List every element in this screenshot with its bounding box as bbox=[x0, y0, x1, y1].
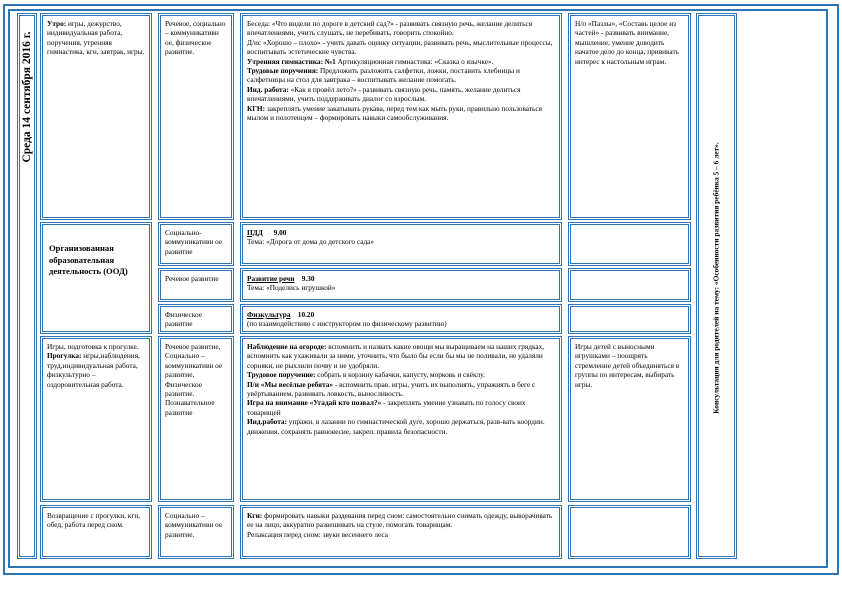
ood-area-3-text: Физическое развитие bbox=[165, 310, 202, 329]
walk-outdoor-game-title: П/и «Мы весёлые ребята» bbox=[247, 379, 334, 389]
walk-title: Прогулка: bbox=[47, 351, 82, 361]
morning-individual-title: Инд. работа: bbox=[247, 84, 289, 94]
morning-conversation-text: Беседа: «Что видели по дороге в детский сад?» - развивать связную речь, желание делиться впечатлениями, учить слушать, не перебивать, говорить спокойно. bbox=[247, 19, 533, 38]
walk-areas-cell bbox=[158, 336, 234, 502]
morning-games-text: Н/п «Пазлы», «Составь целое из частей» - развивать внимание, мышление, умение доводить начатое дело до конца, прививать интерес к настольным играм. bbox=[575, 19, 679, 66]
morning-hygiene-text: закреплять умение закатывать рукава, перед тем как мыть руки, правильно пользоваться мылом и полотенцем – формировать навыки самообслуживания. bbox=[247, 103, 542, 123]
ood-games-2-cell bbox=[568, 268, 691, 302]
return-activities-cell bbox=[40, 505, 152, 559]
walk-games-text: Игры детей с выносными игрушками – поощрять стремление детей объединяться в группы по интересам, выбирать игры. bbox=[575, 342, 680, 389]
ood-games-1-cell bbox=[568, 222, 691, 266]
morning-exercise-text: Артикуляционная гимнастика: «Сказка о язычке». bbox=[335, 56, 494, 66]
ood-area-1-cell bbox=[158, 222, 234, 266]
walk-attention-game-title: Игра на внимание «Угадай кто позвал?» bbox=[247, 398, 382, 408]
morning-games-cell bbox=[568, 13, 691, 220]
date-label: Среда 14 сентября 2016 г. bbox=[21, 31, 33, 163]
morning-hygiene-title: КГН: bbox=[247, 103, 266, 113]
ood-lesson-3-title: Физкультура bbox=[247, 310, 291, 319]
return-hygiene-title: Кгн: bbox=[247, 511, 263, 520]
ood-lesson-1-time: 9.00 bbox=[273, 228, 287, 237]
morning-label-text: игры, дежурство, индивидуальная работа, поручения, утренняя гимнастика, кгн, завтрак, игры. bbox=[47, 19, 145, 57]
ood-label-text: Организованная образовательная деятельность (ООД) bbox=[49, 243, 128, 276]
morning-areas-text: Речевое, социально – коммуникативн ое, физическое развитие. bbox=[165, 19, 226, 57]
ood-lesson-1-cell bbox=[240, 222, 562, 266]
ood-lesson-1-topic: Тема: «Дорога от дома до детского сада» bbox=[247, 237, 375, 247]
ood-lesson-3-cell bbox=[240, 304, 562, 334]
ood-lesson-2-cell bbox=[240, 268, 562, 302]
walk-activities-text: игры,наблюдения, труд,индивидуальная работа, физкультурно – оздоровительная работа. bbox=[47, 351, 140, 389]
morning-chores-text: Предложить разложить салфетки, ложки, поставить хлебницы и салфетницы на стол для завтрака – воспитывать желание помогать. bbox=[247, 66, 520, 85]
ood-lesson-2-title: Развитие речи bbox=[247, 274, 295, 283]
ood-area-1-text: Социально-коммуникативн ое развитие bbox=[165, 228, 223, 256]
morning-areas-cell bbox=[158, 13, 234, 220]
ood-lesson-2-time: 9.30 bbox=[301, 274, 315, 283]
return-games-cell bbox=[568, 505, 691, 559]
morning-individual-text: «Как я провёл лето?» - развивать связную речь, память, желание делиться впечатлениями, учить поддерживать диалог со взрослым. bbox=[247, 84, 521, 104]
walk-individual-text: упражн. в лазании по гимнастической дуге, хорошо держаться, разв-вать координ. движения, сохранять равновесие, закреп. правила безопасности. bbox=[247, 417, 545, 436]
walk-areas-text: Речевое развитие, Социально – коммуникативн ое развитие, Физическое развитие. Познавательное развитие bbox=[165, 342, 223, 417]
walk-observation-text: вспомнить и назвать какие овощи мы выращиваем на наших грядках, вспомнить как ухаживали за ними, уточнить, что было бы если бы мы не поливали, не удаляли сорняки, не рыхлили почву и не удобряли. bbox=[247, 342, 545, 370]
return-hygiene-text: формировать навыки раздевания перед сном: самостоятельно снимать одежду, выворачивать ее на лицо, аккуратно развешивать на стуле, помогать товарищам. bbox=[247, 511, 553, 530]
return-areas-cell bbox=[158, 505, 234, 559]
parent-consultation-note: Консультация для родителей на тему: «Особенности развития ребёнка 5 – 6 лет». bbox=[711, 142, 721, 414]
ood-lesson-3-topic: (по взаимодействию с инструктором по физическому развитию) bbox=[247, 319, 447, 329]
morning-activities-cell bbox=[40, 13, 152, 220]
walk-individual-title: Инд.работа: bbox=[247, 417, 287, 427]
walk-games-cell bbox=[568, 336, 691, 502]
walk-prep-text: Игры, подготовка к прогулке. bbox=[47, 342, 139, 351]
morning-label-title: Утро: bbox=[47, 19, 67, 28]
ood-lesson-2-topic: Тема: «Поделись игрушкой» bbox=[247, 283, 336, 293]
ood-games-3-cell bbox=[568, 304, 691, 334]
ood-lesson-1-title: ПДД bbox=[247, 228, 263, 237]
return-activities-text: Возвращение с прогулки, кгн, обед, работа перед сном. bbox=[47, 511, 141, 530]
morning-exercise-title: Утренняя гимнастика: №1 bbox=[247, 56, 336, 66]
ood-label-cell bbox=[40, 222, 152, 334]
walk-chores-text: собрать в корзину кабачки, капусту, морковь и свёклу. bbox=[315, 370, 485, 380]
ood-area-3-cell bbox=[158, 304, 234, 334]
walk-observation-title: Наблюдение на огороде: bbox=[247, 342, 327, 351]
return-areas-text: Социально – коммуникативн ое развитие. bbox=[165, 511, 223, 539]
walk-activities-cell bbox=[40, 336, 152, 502]
morning-didactic-game-text: Д/ис «Хорошо – плохо» - учить давать оценку ситуации, развивать речь, мыслительные процессы, воспитывать эстетические чувства. bbox=[247, 37, 553, 57]
return-content-cell bbox=[240, 505, 562, 559]
walk-content-cell bbox=[240, 336, 562, 502]
walk-chores-title: Трудовое поручение: bbox=[247, 370, 316, 380]
ood-area-2-text: Речевое развитие bbox=[165, 274, 219, 283]
walk-outdoor-game-text: - вспомнить прав. игры, учить их выполнять, упражнять в беге с увёртыванием, развивать ловкость, выносливость. bbox=[247, 379, 536, 399]
morning-content-cell bbox=[240, 13, 562, 220]
ood-area-2-cell bbox=[158, 268, 234, 302]
return-relaxation-text: Релаксация перед сном: звуки весеннего леса bbox=[247, 529, 388, 539]
ood-lesson-3-time: 10.20 bbox=[297, 310, 315, 319]
walk-attention-game-text: - закреплять умение узнавать по голосу своих товарищей bbox=[247, 398, 526, 417]
morning-chores-title: Трудовые поручения: bbox=[247, 66, 319, 76]
